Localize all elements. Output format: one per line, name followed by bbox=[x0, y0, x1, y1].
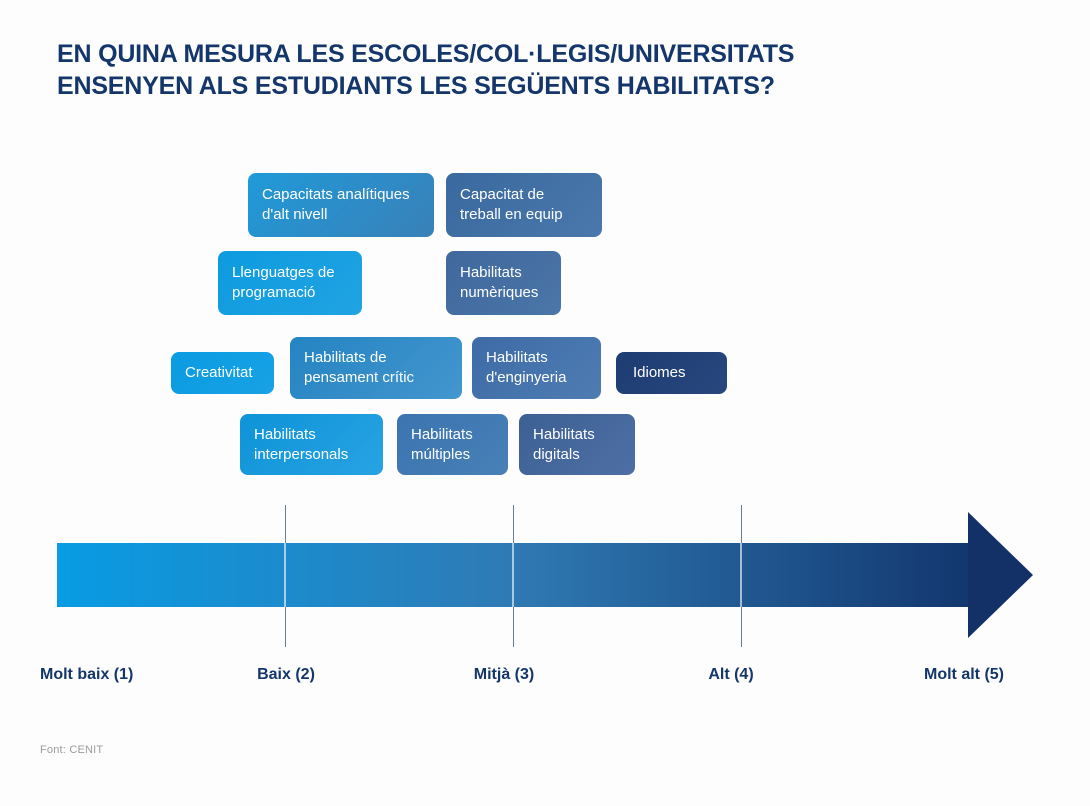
skill-label-line: Capacitats analítiques bbox=[262, 186, 410, 203]
skill-label-line: Habilitats bbox=[486, 349, 548, 366]
skill-box-digitals bbox=[519, 414, 635, 475]
skill-box-creativitat bbox=[171, 352, 274, 394]
axis-label-baix: Baix (2) bbox=[257, 666, 315, 683]
skill-label-line: treball en equip bbox=[460, 206, 563, 223]
gridline-baix-on-band bbox=[284, 543, 286, 607]
gridline-mitja-on-band bbox=[512, 543, 514, 607]
skill-label-line: numèriques bbox=[460, 284, 539, 301]
skill-label-line: Capacitat de bbox=[460, 186, 545, 203]
skill-label-line: programació bbox=[232, 284, 316, 301]
chart-title bbox=[57, 38, 794, 102]
axis-label-mitja: Mitjà (3) bbox=[473, 666, 535, 683]
source-note: Font: CENIT bbox=[40, 744, 104, 756]
axis-label-alt: Alt (4) bbox=[708, 666, 754, 683]
skill-label-line: Habilitats bbox=[460, 264, 522, 281]
skill-label-line: Habilitats bbox=[411, 425, 473, 443]
skill-label-line: Habilitats bbox=[254, 425, 316, 443]
skill-label-line: Idiomes bbox=[633, 364, 686, 381]
skill-label-line: Habilitats bbox=[533, 425, 595, 443]
axis-label-molt-baix: Molt baix (1) bbox=[40, 666, 134, 683]
skill-label-line: d'enginyeria bbox=[486, 369, 567, 386]
skill-label-line: múltiples bbox=[411, 445, 471, 463]
gridline-alt-on-band bbox=[740, 543, 742, 607]
skill-label-line: pensament crític bbox=[304, 369, 415, 386]
arrow-head bbox=[968, 512, 1033, 638]
skill-box-treball-equip bbox=[446, 173, 602, 237]
axis-label-molt-alt: Molt alt (5) bbox=[924, 666, 1004, 683]
chart-title-line2: ENSENYEN ALS ESTUDIANTS LES SEGÜENTS HABILITATS? bbox=[57, 72, 775, 100]
skill-label-line: Llenguatges de bbox=[232, 264, 335, 281]
skill-label-line: Creativitat bbox=[185, 364, 253, 381]
skill-label-line: interpersonals bbox=[254, 445, 349, 463]
skill-label-line: Habilitats de bbox=[304, 349, 387, 366]
skill-label-line: d'alt nivell bbox=[262, 206, 328, 223]
skill-box-capacitats-analitiques bbox=[248, 173, 434, 237]
skill-box-idiomes bbox=[616, 352, 727, 394]
chart-title-line1: EN QUINA MESURA LES ESCOLES/COL·LEGIS/UNIVERSITATS bbox=[57, 40, 795, 68]
skill-box-interpersonals bbox=[240, 414, 383, 475]
skill-label-line: digitals bbox=[533, 445, 580, 463]
skill-box-enginyeria bbox=[472, 337, 601, 399]
skill-box-habilitats-numeriques bbox=[446, 251, 561, 315]
skill-box-pensament-critic bbox=[290, 337, 462, 399]
skill-box-llenguatges-programacio bbox=[218, 251, 362, 315]
skill-box-multiples bbox=[397, 414, 508, 475]
